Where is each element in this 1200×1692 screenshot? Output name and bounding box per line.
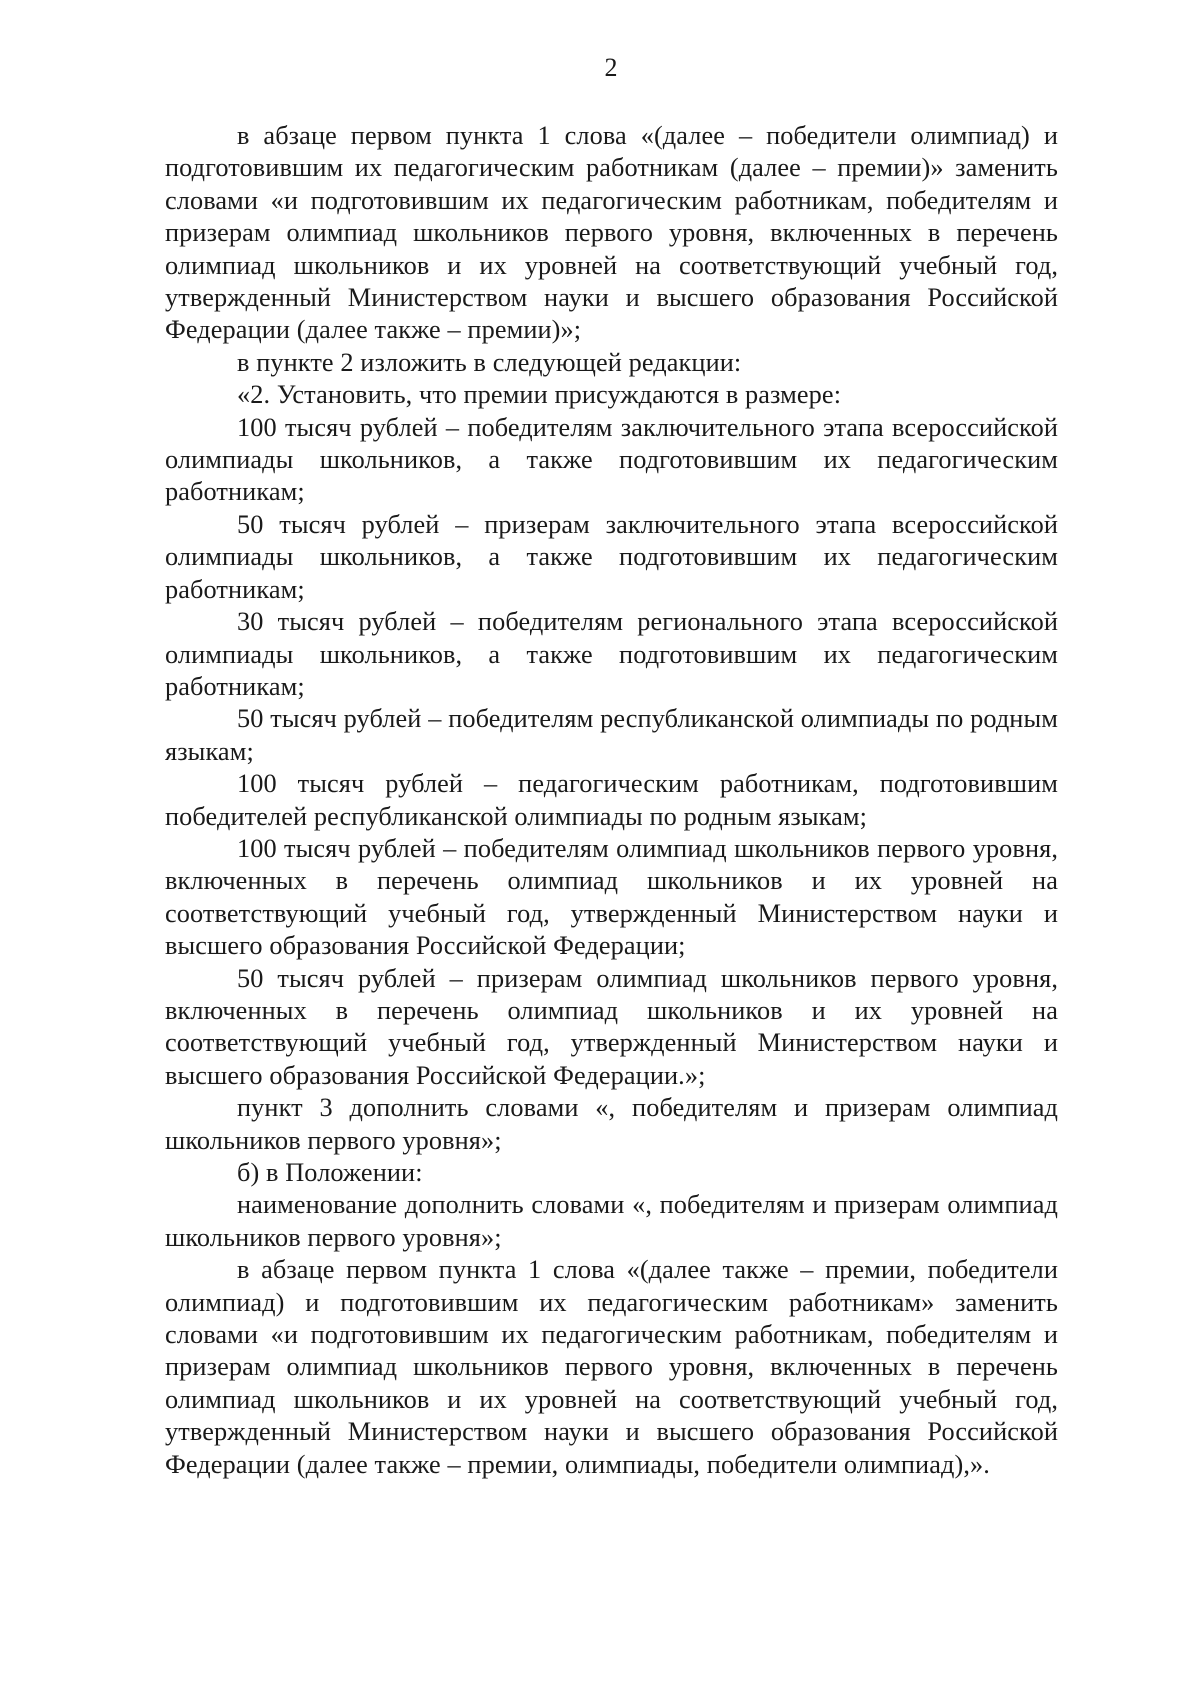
- paragraph-prize-regional-winners: 30 тысяч рублей – победителям регионального этапа всероссийской олимпиады школьников, а также подготовившим их педагогическим работникам;: [165, 607, 1058, 701]
- paragraph-clause-2-intro: в пункте 2 изложить в следующей редакции:: [237, 347, 742, 377]
- paragraph-regulation-heading: б) в Положении:: [237, 1158, 423, 1187]
- paragraph-prize-final-runners-up: 50 тысяч рублей – призерам заключительного этапа всероссийской олимпиады школьников, а также подготовившим их педагогическим работникам;: [165, 509, 1058, 604]
- paragraph-amend-clause-3: пункт 3 дополнить словами «, победителям и призерам олимпиад школьников первого уровня»;: [165, 1093, 1058, 1155]
- paragraph-amend-regulation-clause-1: в абзаце первом пункта 1 слова «(далее также – премии, победители олимпиад) и подготовившим их педагогическим работникам» заменить словами «и подготовившим их педагогическим работникам, победителям и призерам олимпиад школьников первого уровня, включенных в перечень олимпиад школьников и их уровней на соответствующий учебный год, утвержденный Министерством науки и высшего образования Российской Федерации (далее также – премии, олимпиады, победители олимпиад),».: [165, 1255, 1058, 1479]
- page-number: 2: [604, 53, 618, 82]
- paragraph-amend-clause-1: в абзаце первом пункта 1 слова «(далее – победители олимпиад) и подготовившим их педагогическим работникам (далее – премии)» заменить словами «и подготовившим их педагогическим работникам, победителям и призерам олимпиад школьников первого уровня, включенных в перечень олимпиад школьников и их уровней на соответствующий учебный год, утвержденный Министерством науки и высшего образования Российской Федерации (далее также – премии)»;: [165, 121, 1058, 345]
- paragraph-prize-first-level-winners: 100 тысяч рублей – победителям олимпиад школьников первого уровня, включенных в перечень олимпиад школьников и их уровней на соответствующий учебный год, утвержденный Министерством науки и высшего образования Российской Федерации;: [165, 833, 1058, 961]
- paragraph-prize-amounts-intro: «2. Установить, что премии присуждаются в размере:: [237, 380, 842, 410]
- paragraph-prize-native-language-teachers: 100 тысяч рублей – педагогическим работникам, подготовившим победителей республиканской олимпиады по родным языкам;: [165, 769, 1058, 831]
- paragraph-amend-title: наименование дополнить словами «, победителям и призерам олимпиад школьников первого уровня»;: [165, 1190, 1058, 1252]
- paragraph-prize-native-language-winners: 50 тысяч рублей – победителям республиканской олимпиады по родным языкам;: [165, 704, 1058, 766]
- paragraph-prize-first-level-runners-up: 50 тысяч рублей – призерам олимпиад школьников первого уровня, включенных в перечень олимпиад школьников и их уровней на соответствующий учебный год, утвержденный Министерством науки и высшего образования Российской Федерации.»;: [165, 963, 1058, 1090]
- document-body: [165, 120, 1058, 1481]
- paragraph-prize-final-winners: 100 тысяч рублей – победителям заключительного этапа всероссийской олимпиады школьников, а также подготовившим их педагогическим работникам;: [165, 412, 1058, 507]
